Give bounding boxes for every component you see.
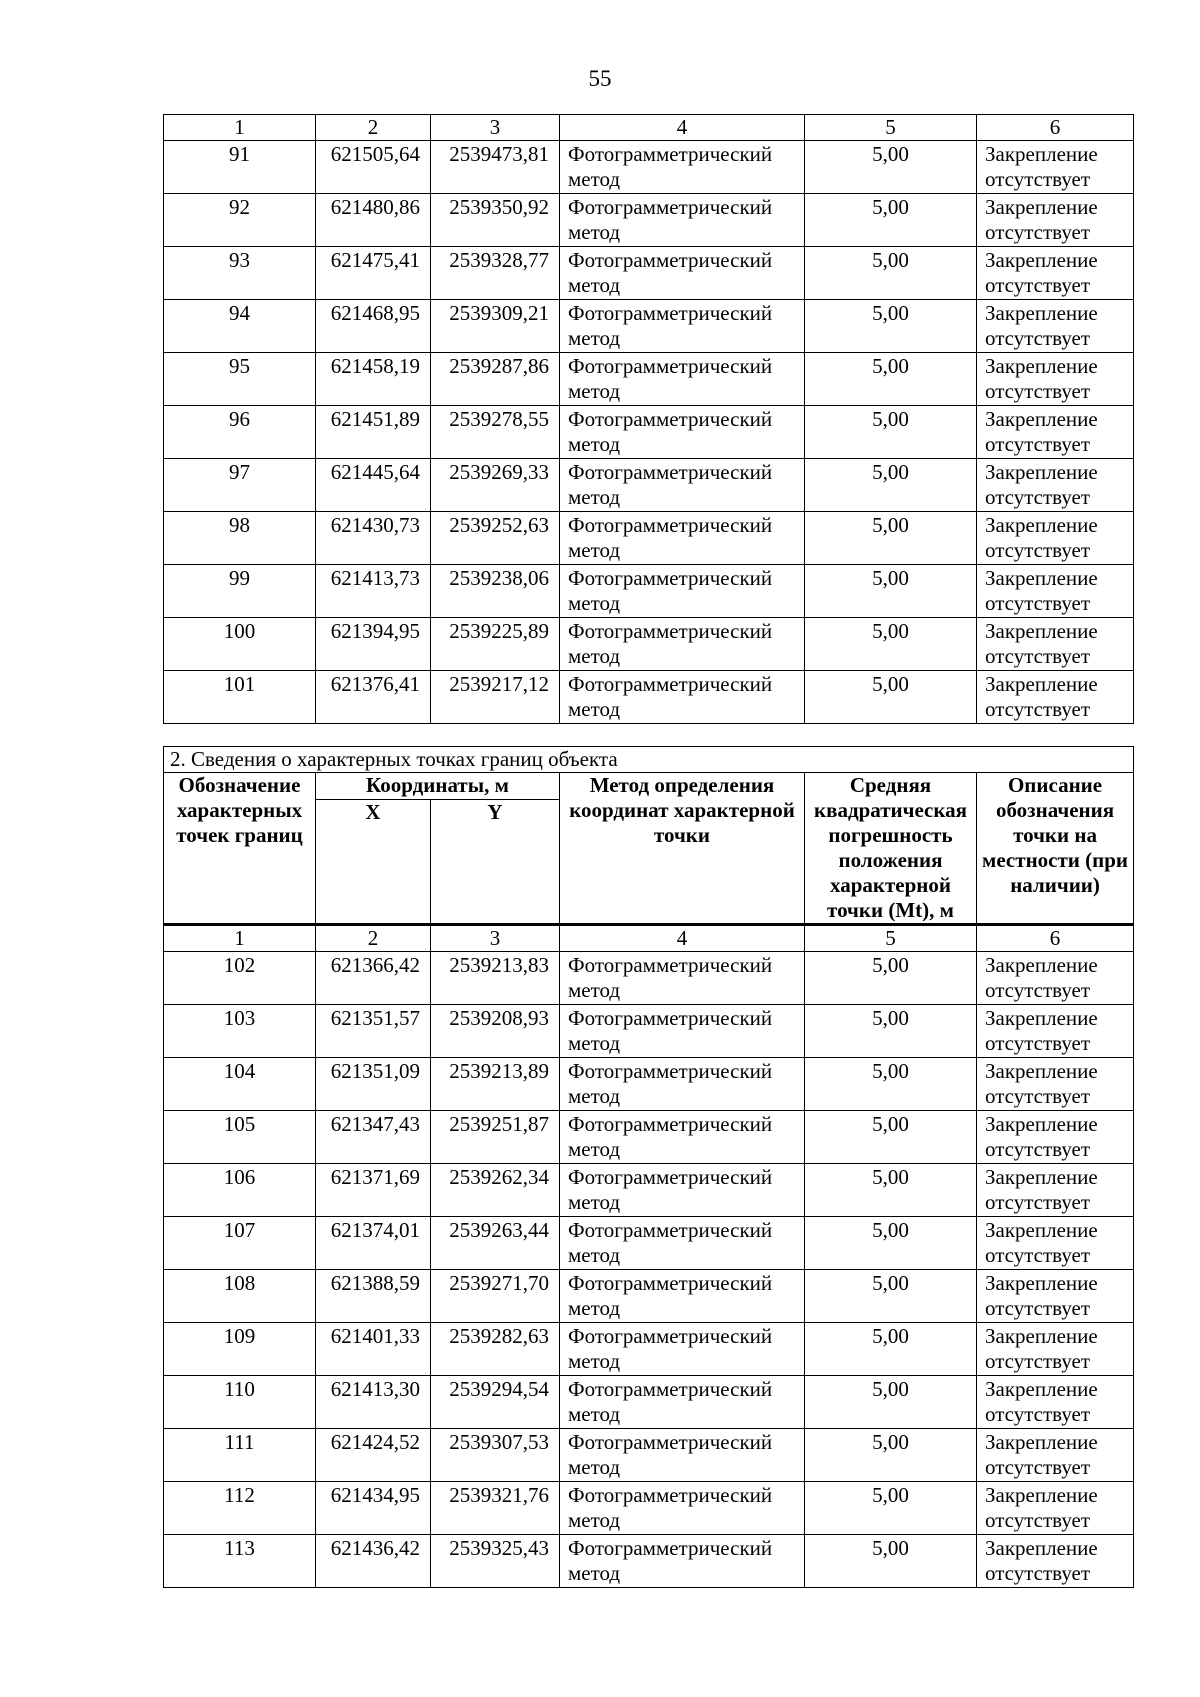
coord-y: 2539287,86 <box>431 353 560 406</box>
description-cell: Закрепление отсутствует <box>977 1005 1134 1058</box>
coord-y: 2539271,70 <box>431 1270 560 1323</box>
description-cell: Закрепление отсутствует <box>977 512 1134 565</box>
point-number: 93 <box>164 247 316 300</box>
column-index-row <box>164 925 1134 952</box>
coord-y: 2539263,44 <box>431 1217 560 1270</box>
method-cell: Фотограмметрический метод <box>560 300 805 353</box>
boundary-points-table <box>163 746 1134 1588</box>
error-value: 5,00 <box>805 141 977 194</box>
table-row <box>164 565 1134 618</box>
method-cell: Фотограмметрический метод <box>560 1005 805 1058</box>
coord-y: 2539309,21 <box>431 300 560 353</box>
method-cell: Фотограмметрический метод <box>560 512 805 565</box>
description-cell: Закрепление отсутствует <box>977 1323 1134 1376</box>
header-x: X <box>316 799 431 924</box>
error-value: 5,00 <box>805 565 977 618</box>
table-row <box>164 1058 1134 1111</box>
table-row <box>164 406 1134 459</box>
point-number: 106 <box>164 1164 316 1217</box>
point-number: 99 <box>164 565 316 618</box>
method-cell: Фотограмметрический метод <box>560 1323 805 1376</box>
table-row <box>164 512 1134 565</box>
table-row <box>164 952 1134 1005</box>
column-index: 1 <box>164 115 316 141</box>
point-number: 103 <box>164 1005 316 1058</box>
table-row <box>164 671 1134 724</box>
coord-x: 621351,57 <box>316 1005 431 1058</box>
coord-x: 621401,33 <box>316 1323 431 1376</box>
coord-y: 2539213,89 <box>431 1058 560 1111</box>
description-cell: Закрепление отсутствует <box>977 247 1134 300</box>
coord-y: 2539262,34 <box>431 1164 560 1217</box>
coord-x: 621366,42 <box>316 952 431 1005</box>
column-index: 2 <box>316 925 431 952</box>
description-cell: Закрепление отсутствует <box>977 406 1134 459</box>
method-cell: Фотограмметрический метод <box>560 1217 805 1270</box>
coord-x: 621413,73 <box>316 565 431 618</box>
description-cell: Закрепление отсутствует <box>977 565 1134 618</box>
description-cell: Закрепление отсутствует <box>977 1535 1134 1588</box>
coord-x: 621430,73 <box>316 512 431 565</box>
coord-y: 2539217,12 <box>431 671 560 724</box>
coord-y: 2539328,77 <box>431 247 560 300</box>
method-cell: Фотограмметрический метод <box>560 1535 805 1588</box>
method-cell: Фотограмметрический метод <box>560 406 805 459</box>
coord-x: 621480,86 <box>316 194 431 247</box>
error-value: 5,00 <box>805 1535 977 1588</box>
table-row <box>164 1270 1134 1323</box>
coord-y: 2539294,54 <box>431 1376 560 1429</box>
error-value: 5,00 <box>805 1164 977 1217</box>
coord-y: 2539321,76 <box>431 1482 560 1535</box>
method-cell: Фотограмметрический метод <box>560 247 805 300</box>
column-index: 1 <box>164 925 316 952</box>
coord-y: 2539350,92 <box>431 194 560 247</box>
coord-x: 621436,42 <box>316 1535 431 1588</box>
description-cell: Закрепление отсутствует <box>977 1217 1134 1270</box>
method-cell: Фотограмметрический метод <box>560 1058 805 1111</box>
error-value: 5,00 <box>805 1005 977 1058</box>
coord-y: 2539473,81 <box>431 141 560 194</box>
coord-x: 621413,30 <box>316 1376 431 1429</box>
table-row <box>164 1005 1134 1058</box>
error-value: 5,00 <box>805 300 977 353</box>
point-number: 101 <box>164 671 316 724</box>
point-number: 100 <box>164 618 316 671</box>
coord-x: 621458,19 <box>316 353 431 406</box>
column-index: 2 <box>316 115 431 141</box>
coord-y: 2539225,89 <box>431 618 560 671</box>
coord-y: 2539252,63 <box>431 512 560 565</box>
coord-x: 621351,09 <box>316 1058 431 1111</box>
error-value: 5,00 <box>805 247 977 300</box>
method-cell: Фотограмметрический метод <box>560 1111 805 1164</box>
table-row <box>164 1111 1134 1164</box>
method-cell: Фотограмметрический метод <box>560 671 805 724</box>
point-number: 107 <box>164 1217 316 1270</box>
table-row <box>164 1429 1134 1482</box>
error-value: 5,00 <box>805 1217 977 1270</box>
table-row <box>164 1376 1134 1429</box>
coord-y: 2539208,93 <box>431 1005 560 1058</box>
point-number: 94 <box>164 300 316 353</box>
description-cell: Закрепление отсутствует <box>977 1429 1134 1482</box>
description-cell: Закрепление отсутствует <box>977 459 1134 512</box>
header-y: Y <box>431 799 560 924</box>
error-value: 5,00 <box>805 1429 977 1482</box>
point-number: 97 <box>164 459 316 512</box>
coord-x: 621388,59 <box>316 1270 431 1323</box>
description-cell: Закрепление отсутствует <box>977 1482 1134 1535</box>
coord-y: 2539238,06 <box>431 565 560 618</box>
method-cell: Фотограмметрический метод <box>560 1429 805 1482</box>
table-row <box>164 1535 1134 1588</box>
point-number: 113 <box>164 1535 316 1588</box>
coord-x: 621374,01 <box>316 1217 431 1270</box>
point-number: 105 <box>164 1111 316 1164</box>
table-row <box>164 300 1134 353</box>
coord-x: 621475,41 <box>316 247 431 300</box>
page-number: 55 <box>588 66 612 91</box>
column-index: 5 <box>805 115 977 141</box>
description-cell: Закрепление отсутствует <box>977 1111 1134 1164</box>
coord-x: 621371,69 <box>316 1164 431 1217</box>
description-cell: Закрепление отсутствует <box>977 353 1134 406</box>
table-row <box>164 353 1134 406</box>
error-value: 5,00 <box>805 671 977 724</box>
coord-y: 2539251,87 <box>431 1111 560 1164</box>
point-number: 108 <box>164 1270 316 1323</box>
method-cell: Фотограмметрический метод <box>560 1270 805 1323</box>
column-index: 5 <box>805 925 977 952</box>
description-cell: Закрепление отсутствует <box>977 618 1134 671</box>
error-value: 5,00 <box>805 512 977 565</box>
error-value: 5,00 <box>805 1323 977 1376</box>
table-row <box>164 1323 1134 1376</box>
coord-x: 621451,89 <box>316 406 431 459</box>
table-row <box>164 141 1134 194</box>
point-number: 111 <box>164 1429 316 1482</box>
method-cell: Фотограмметрический метод <box>560 1482 805 1535</box>
header-error: Средняя квадратическая погрешность положения характерной точки (Mt), м <box>805 773 977 925</box>
error-value: 5,00 <box>805 1058 977 1111</box>
column-index: 3 <box>431 115 560 141</box>
column-index: 6 <box>977 925 1134 952</box>
coord-y: 2539269,33 <box>431 459 560 512</box>
coord-y: 2539325,43 <box>431 1535 560 1588</box>
description-cell: Закрепление отсутствует <box>977 671 1134 724</box>
error-value: 5,00 <box>805 952 977 1005</box>
error-value: 5,00 <box>805 406 977 459</box>
coord-x: 621445,64 <box>316 459 431 512</box>
coord-x: 621376,41 <box>316 671 431 724</box>
error-value: 5,00 <box>805 1270 977 1323</box>
method-cell: Фотограмметрический метод <box>560 459 805 512</box>
description-cell: Закрепление отсутствует <box>977 194 1134 247</box>
column-index: 3 <box>431 925 560 952</box>
description-cell: Закрепление отсутствует <box>977 300 1134 353</box>
method-cell: Фотограмметрический метод <box>560 141 805 194</box>
coord-x: 621468,95 <box>316 300 431 353</box>
header-method: Метод определения координат характерной точки <box>560 773 805 925</box>
coord-x: 621505,64 <box>316 141 431 194</box>
method-cell: Фотограмметрический метод <box>560 353 805 406</box>
coord-x: 621347,43 <box>316 1111 431 1164</box>
method-cell: Фотограмметрический метод <box>560 194 805 247</box>
description-cell: Закрепление отсутствует <box>977 952 1134 1005</box>
point-number: 104 <box>164 1058 316 1111</box>
method-cell: Фотограмметрический метод <box>560 952 805 1005</box>
point-number: 91 <box>164 141 316 194</box>
table-row <box>164 459 1134 512</box>
error-value: 5,00 <box>805 1111 977 1164</box>
error-value: 5,00 <box>805 353 977 406</box>
column-index: 4 <box>560 115 805 141</box>
point-number: 110 <box>164 1376 316 1429</box>
description-cell: Закрепление отсутствует <box>977 1058 1134 1111</box>
table-row <box>164 618 1134 671</box>
method-cell: Фотограмметрический метод <box>560 565 805 618</box>
table-row <box>164 1164 1134 1217</box>
coord-y: 2539213,83 <box>431 952 560 1005</box>
column-index-row <box>164 115 1134 141</box>
table-row <box>164 247 1134 300</box>
point-number: 112 <box>164 1482 316 1535</box>
method-cell: Фотограмметрический метод <box>560 618 805 671</box>
point-number: 92 <box>164 194 316 247</box>
error-value: 5,00 <box>805 194 977 247</box>
table-row <box>164 194 1134 247</box>
header-coordinates: Координаты, м <box>316 773 560 800</box>
error-value: 5,00 <box>805 1482 977 1535</box>
coord-y: 2539282,63 <box>431 1323 560 1376</box>
table-row <box>164 1217 1134 1270</box>
coord-x: 621434,95 <box>316 1482 431 1535</box>
column-index: 4 <box>560 925 805 952</box>
error-value: 5,00 <box>805 459 977 512</box>
coord-y: 2539307,53 <box>431 1429 560 1482</box>
coord-y: 2539278,55 <box>431 406 560 459</box>
point-number: 98 <box>164 512 316 565</box>
description-cell: Закрепление отсутствует <box>977 1376 1134 1429</box>
section-title: 2. Сведения о характерных точках границ объекта <box>164 747 1134 773</box>
point-number: 102 <box>164 952 316 1005</box>
coord-x: 621424,52 <box>316 1429 431 1482</box>
error-value: 5,00 <box>805 1376 977 1429</box>
header-description: Описание обозначения точки на местности (при наличии) <box>977 773 1134 925</box>
point-number: 95 <box>164 353 316 406</box>
description-cell: Закрепление отсутствует <box>977 1270 1134 1323</box>
column-index: 6 <box>977 115 1134 141</box>
coordinates-table-continued <box>163 114 1134 724</box>
description-cell: Закрепление отсутствует <box>977 141 1134 194</box>
header-designation: Обозначение характерных точек границ <box>164 773 316 925</box>
table-row <box>164 1482 1134 1535</box>
point-number: 96 <box>164 406 316 459</box>
method-cell: Фотограмметрический метод <box>560 1376 805 1429</box>
method-cell: Фотограмметрический метод <box>560 1164 805 1217</box>
point-number: 109 <box>164 1323 316 1376</box>
description-cell: Закрепление отсутствует <box>977 1164 1134 1217</box>
coord-x: 621394,95 <box>316 618 431 671</box>
error-value: 5,00 <box>805 618 977 671</box>
